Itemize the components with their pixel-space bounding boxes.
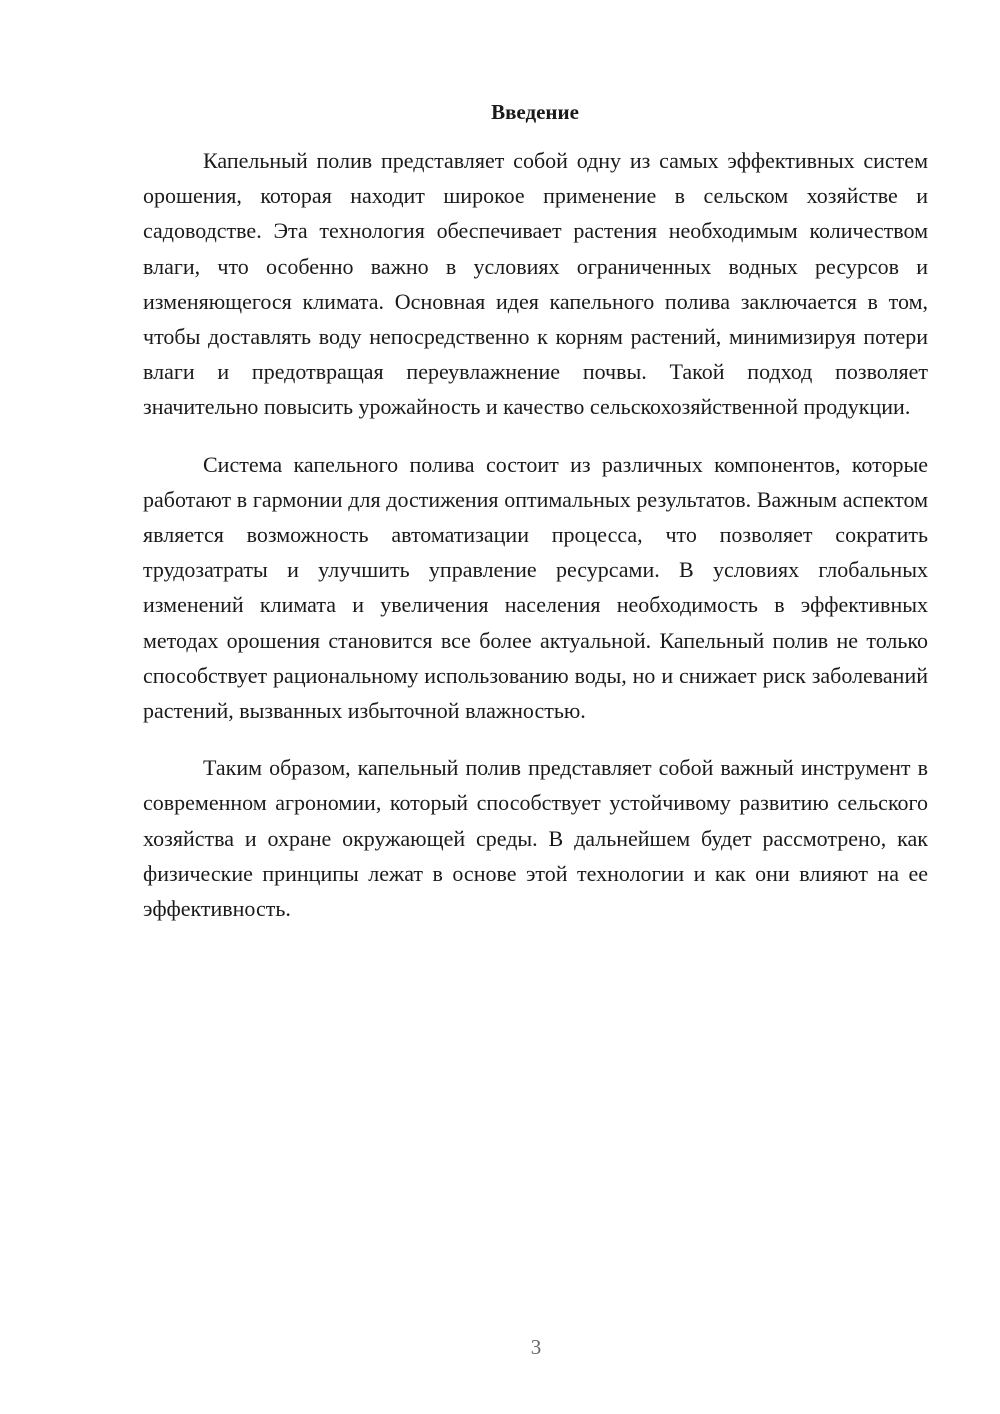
paragraph-2: Система капельного полива состоит из различных компонентов, которые работают в гармонии для достижения оптимальных результатов. Важным аспектом является возможность автоматизации процесса, что позволяет сократить трудозатраты и улучшить управление ресурсами. В условиях глобальных изменений климата и увеличения населения необходимость в эффективных методах орошения становится все более актуальной. Капельный полив не только способствует рациональному использованию воды, но и снижает риск заболеваний растений, вызванных избыточной влажностью.: [143, 451, 928, 724]
body-text: [143, 143, 928, 948]
page-number: 3: [530, 1335, 542, 1359]
paragraph-3: Таким образом, капельный полив представляет собой важный инструмент в современном агрономии, который способствует устойчивому развитию сельского хозяйства и охране окружающей среды. В дальнейшем будет рассмотрено, как физические принципы лежат в основе этой технологии и как они влияют на ее эффективность.: [143, 755, 928, 922]
paragraph-1: Капельный полив представляет собой одну из самых эффективных систем орошения, которая находит широкое применение в сельском хозяйстве и садоводстве. Эта технология обеспечивает растения необходимым количеством влаги, что особенно важно в условиях ограниченных водных ресурсов и изменяющегося климата. Основная идея капельного полива заключается в том, чтобы доставлять воду непосредственно к корням растений, минимизируя потери влаги и предотвращая переувлажнение почвы. Такой подход позволяет значительно повысить урожайность и качество сельскохозяйственной продукции.: [143, 148, 928, 420]
section-title: Введение: [491, 100, 579, 124]
